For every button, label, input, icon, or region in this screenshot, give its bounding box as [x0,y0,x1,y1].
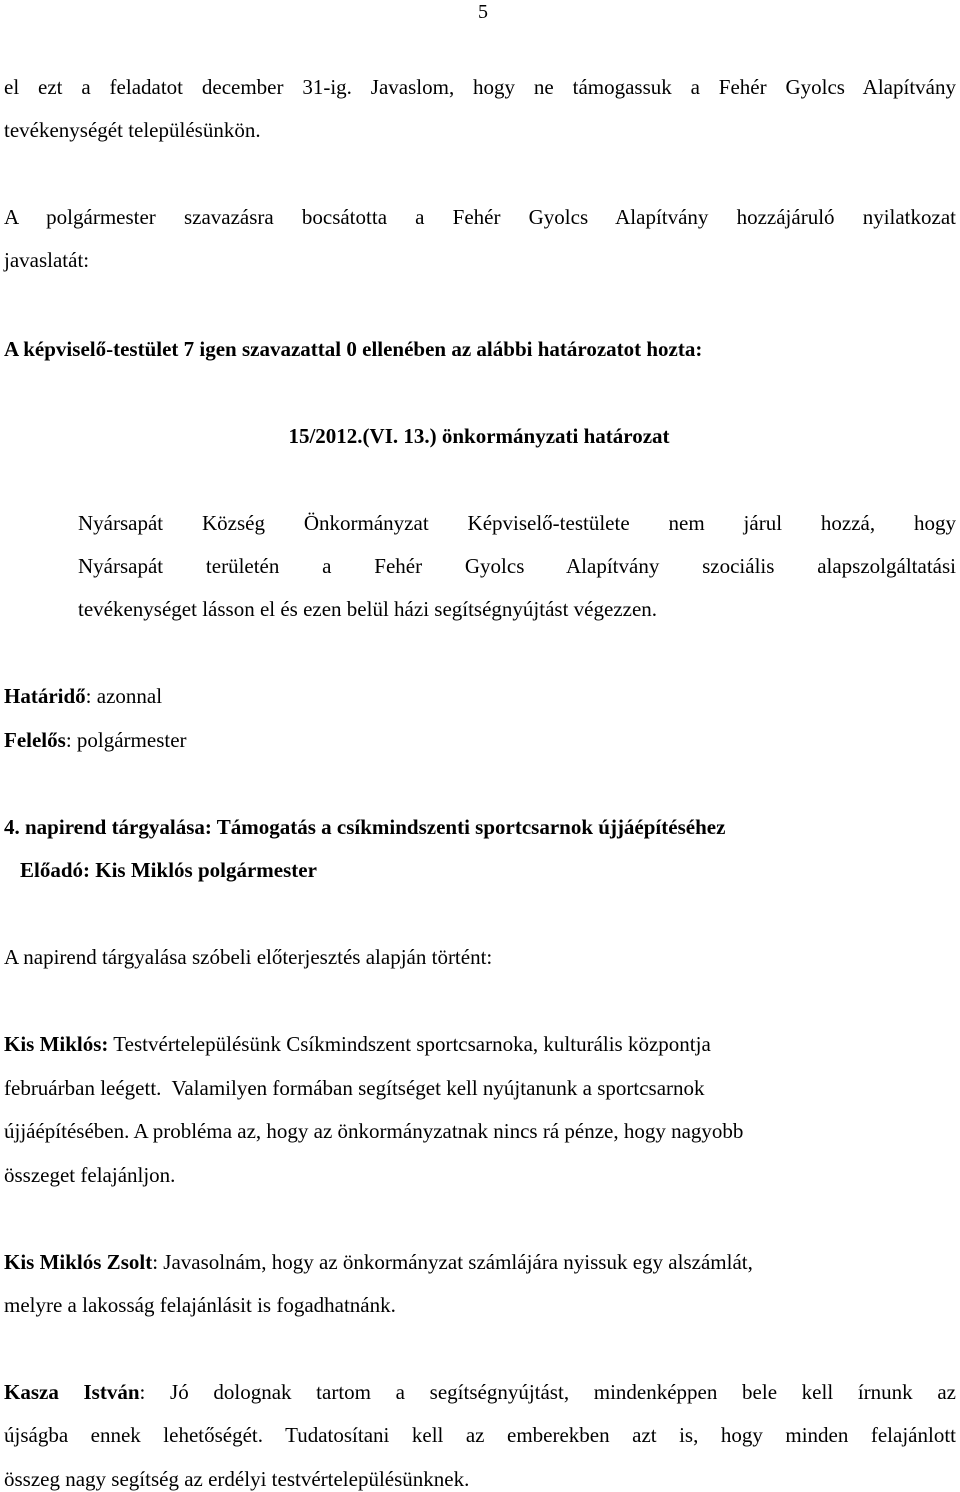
speech-3-line-3: összeg nagy segítség az erdélyi testvértelepülésünknek. [4,1467,470,1491]
speech-1-speaker: Kis Miklós: [4,1032,109,1056]
speech-1-line-1 [4,1031,711,1057]
speech-1-line-3: újjáépítésében. A probléma az, hogy az önkormányzatnak nincs rá pénze, hogy nagyobb [4,1119,744,1143]
resolution-line-3: tevékenységet lásson el és ezen belül házi segítségnyújtást végezzen. [78,597,658,621]
deadline-label: Határidő [4,684,86,708]
speech-3-speaker: Kasza István [4,1380,140,1404]
speech-1-line-2: februárban leégett. Valamilyen formában segítséget kell nyújtanunk a sportcsarnok [4,1076,705,1100]
responsible-value: : polgármester [65,728,187,752]
paragraph-1-line-2: tevékenységét településünkön. [4,118,261,142]
deadline-value: : azonnal [85,684,163,708]
responsible [4,727,187,753]
speech-3-line-1 [4,1379,956,1405]
agenda-presenter: Előadó: Kis Miklós polgármester [20,858,317,882]
paragraph-1-line-1: el ezt a feladatot december 31-ig. Javaslom, hogy ne támogassuk a Fehér Gyolcs Alapítvány [4,75,956,99]
agenda-heading: 4. napirend tárgyalása: Támogatás a csíkmindszenti sportcsarnok újjáépítéséhez [4,815,726,839]
speech-1-line-4: összeget felajánljon. [4,1163,176,1187]
agenda-basis: A napirend tárgyalása szóbeli előterjesztés alapján történt: [4,945,493,969]
speech-3-text-1: : Jó dolognak tartom a segítségnyújtást, mindenképpen bele kell írnunk az [139,1380,956,1404]
resolution-title [0,423,960,449]
speech-3-line-2: újságba ennek lehetőségét. Tudatosítani kell az emberekben azt is, hogy minden felajánlott [4,1423,956,1447]
speech-2-speaker: Kis Miklós Zsolt [4,1250,153,1274]
speech-2-text-1: : Javasolnám, hogy az önkormányzat számlájára nyissuk egy alszámlát, [152,1250,753,1274]
speech-1-text-1: Testvértelepülésünk Csíkmindszent sportcsarnoka, kulturális központja [108,1032,711,1056]
page-number: 5 [478,1,488,23]
paragraph-2-line-1: A polgármester szavazásra bocsátotta a Fehér Gyolcs Alapítvány hozzájáruló nyilatkozat [4,205,956,229]
resolution-title-text: 15/2012.(VI. 13.) önkormányzati határozat [288,424,670,448]
paragraph-2-line-2: javaslatát: [4,248,90,272]
speech-2-line-1 [4,1249,753,1275]
resolution-line-2: Nyársapát területén a Fehér Gyolcs Alapítvány szociális alapszolgáltatási [78,554,956,578]
deadline [4,683,162,709]
responsible-label: Felelős [4,728,66,752]
speech-2-line-2: melyre a lakosság felajánlásit is fogadhatnánk. [4,1293,396,1317]
vote-result: A képviselő-testület 7 igen szavazattal 0 ellenében az alábbi határozatot hozta: [4,337,703,361]
resolution-line-1: Nyársapát Község Önkormányzat Képviselő-testülete nem járul hozzá, hogy [78,511,956,535]
